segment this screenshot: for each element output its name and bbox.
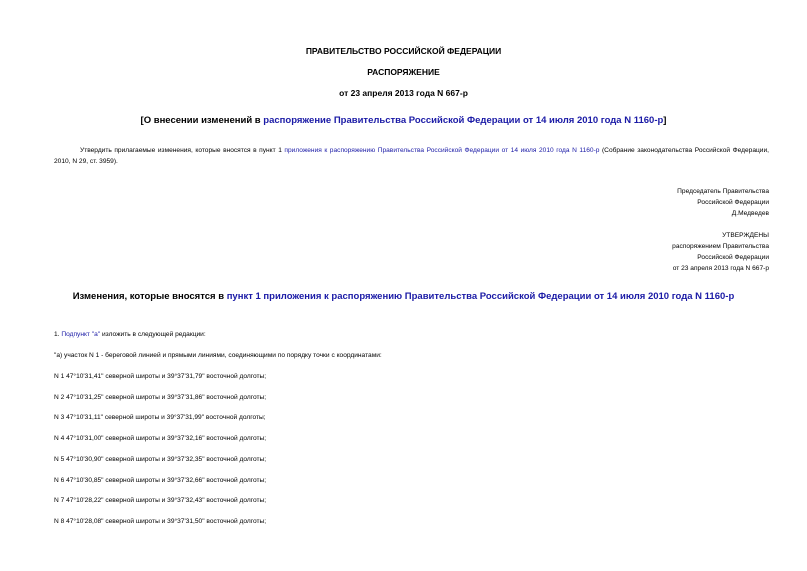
coordinate-point: N 6 47°10'30,85" северной широты и 39°37'32,66" восточной долготы; [54,477,267,484]
approval-block [672,230,769,274]
item-1-number: 1. [54,331,62,338]
title-open-bracket: [ [140,115,144,126]
document-type-heading: РАСПОРЯЖЕНИЕ [367,67,440,77]
subitem-a-link[interactable]: Подпункт "а" [61,331,101,338]
changes-title-link[interactable]: пункт 1 приложения к распоряжению Правительства Российской Федерации от 14 июля 2010 года N 1160-р [226,291,735,302]
subitem-a-text: "а) участок N 1 - береговой линией и прямыми линиями, соединяющими по порядку точки с координатами: [54,352,382,359]
changes-title-prefix: Изменения, которые вносятся в [72,291,227,302]
intro-text-before: Утвердить прилагаемые изменения, которые вносятся в пункт 1 [80,147,285,154]
changes-title [0,291,807,302]
title-prefix: О внесении изменений в [143,115,264,126]
title-close-bracket: ] [663,115,667,126]
government-heading: ПРАВИТЕЛЬСТВО РОССИЙСКОЙ ФЕДЕРАЦИИ [305,46,502,56]
coordinate-point: N 8 47°10'28,08" северной широты и 39°37'31,50" восточной долготы; [54,518,267,525]
signature-name: Д.Медведев [731,210,769,217]
coordinate-point: N 3 47°10'31,11" северной широты и 39°37'31,99" восточной долготы; [54,414,266,421]
coordinate-point: N 7 47°10'28,22" северной широты и 39°37'32,43" восточной долготы; [54,497,267,504]
signature-position: Председатель Правительства [677,188,769,195]
approval-line-3: Российской Федерации [697,254,769,261]
title-order-link[interactable]: распоряжение Правительства Российской Федерации от 14 июля 2010 года N 1160-р [263,115,664,126]
approval-heading: УТВЕРЖДЕНЫ [722,232,769,239]
intro-paragraph [54,145,769,167]
intro-appendix-link[interactable]: приложения к распоряжению Правительства Российской Федерации от 14 июля 2010 года N 1160-р [284,147,600,154]
signature-country: Российской Федерации [697,199,769,206]
signature-block [677,186,769,219]
intro-text-after: (Собрание законодательства Российской Федерации, 2010, N 29, ст. 3959). [54,147,769,165]
item-1-text: изложить в следующей редакции: [100,331,206,338]
coordinate-point: N 2 47°10'31,25" северной широты и 39°37'31,86" восточной долготы; [54,394,267,401]
approval-line-2: распоряжением Правительства [672,243,769,250]
coordinate-point: N 4 47°10'31,00" северной широты и 39°37'32,16" восточной долготы; [54,435,267,442]
document-title [0,115,807,126]
document-date-number: от 23 апреля 2013 года N 667-р [339,88,468,98]
approval-date: от 23 апреля 2013 года N 667-р [672,265,769,272]
coordinate-point: N 5 47°10'30,90" северной широты и 39°37'32,35" восточной долготы; [54,456,267,463]
item-1 [54,331,206,338]
coordinate-point: N 1 47°10'31,41" северной широты и 39°37'31,79" восточной долготы; [54,373,267,380]
